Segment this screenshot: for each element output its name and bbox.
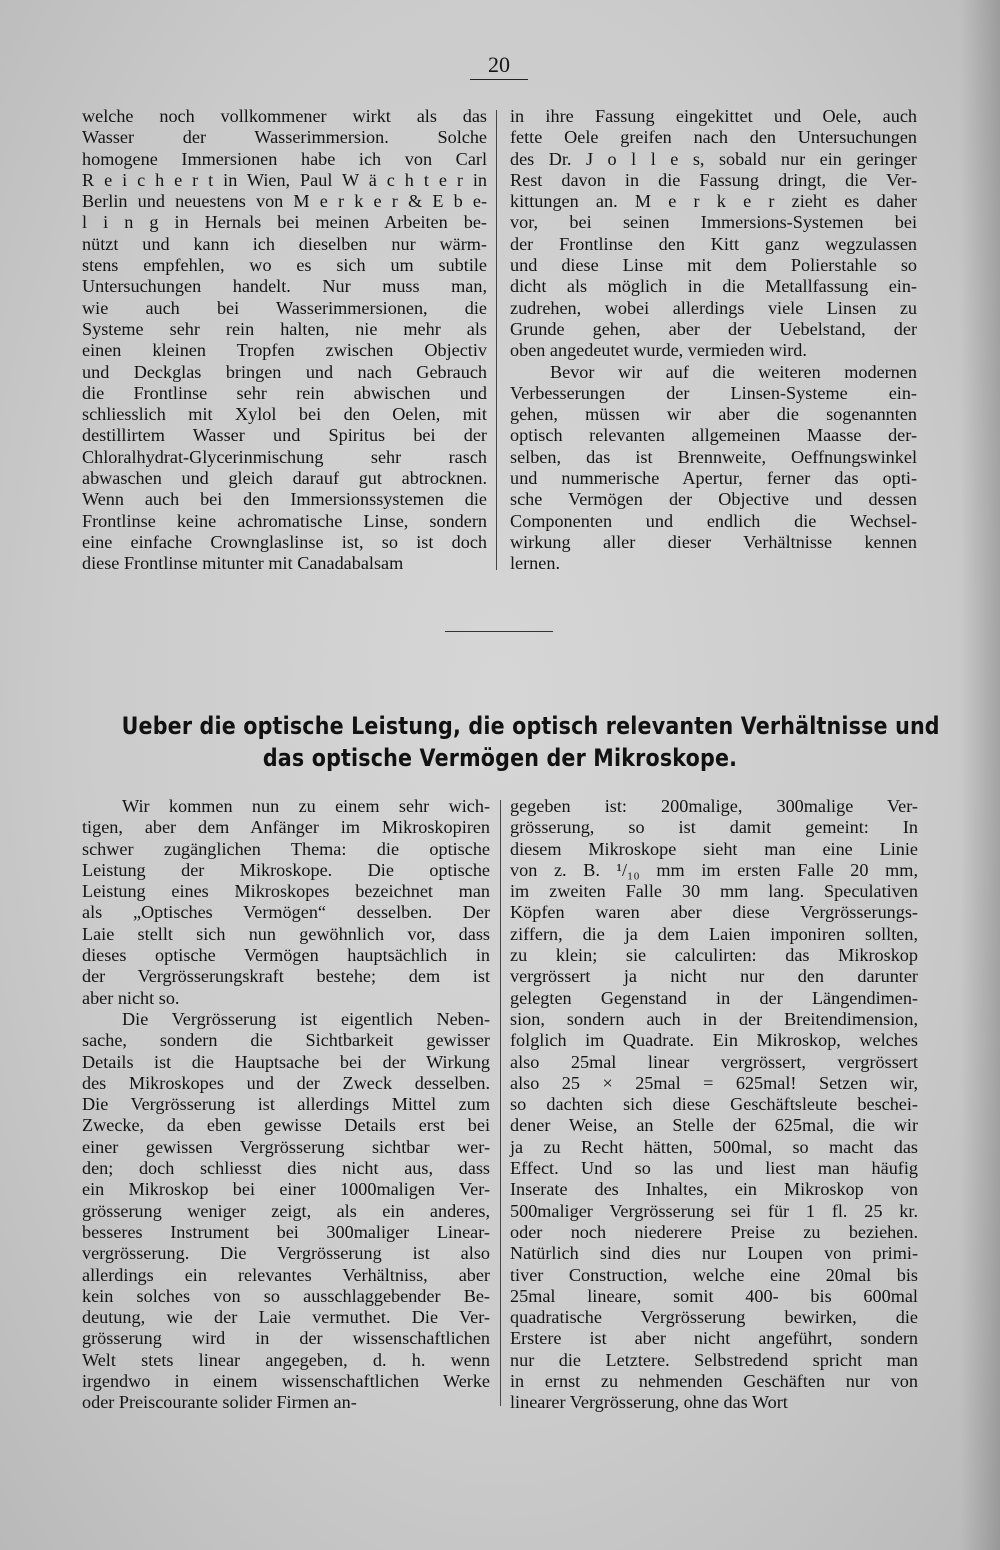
text-line: R e i c h e r t in Wien, Paul W ä c h t e r in [82,169,487,190]
text-line: Chloralhydrat-Glycerinmischung sehr rasch [82,446,487,467]
text-line: ja zu Recht hätten, 500mal, so macht das [510,1136,918,1157]
text-line: Inserate des Inhaltes, ein Mikroskop von [510,1179,918,1200]
text-line: allerdings ein relevantes Verhältniss, aber [82,1264,490,1285]
text-line: Bevor wir auf die weiteren modernen [550,361,917,382]
text-line: wie auch bei Wasserimmersionen, die [82,297,487,318]
text-line: sion, sondern auch in der Breitendimension, [510,1008,918,1029]
text-line: Wir kommen nun zu einem sehr wich- [122,796,490,816]
text-line: zu klein; sie calculirten: das Mikroskop [510,945,918,966]
text-line: kein solches von so ausschlaggebender Be- [82,1285,490,1306]
text-line: und Deckglas bringen und nach Gebrauch [82,361,487,382]
column-divider-top [496,110,497,570]
text-line: wirkung aller dieser Verhältnisse kennen [510,531,917,552]
text-line: Verbesserungen der Linsen-Systeme ein- [510,382,917,403]
text-line: eine einfache Crownglaslinse ist, so ist doch [82,531,487,552]
text-line: Laie stellt sich nun gewöhnlich vor, dass [82,923,490,944]
bottom-left-column [82,796,490,1414]
text-line: vergrössert ja nicht nur den darunter [510,966,918,987]
top-left-column [82,106,487,575]
text-line: folglich im Quadrate. Ein Mikroskop, welches [510,1030,918,1051]
text-line: homogene Immersionen habe ich von Carl [82,148,487,169]
text-line: tiver Construction, welche eine 20mal bis [510,1264,918,1285]
text-line: oben angedeutet wurde, vermieden wird. [510,340,807,361]
text-line: lernen. [510,553,560,574]
text-line: vor, bei seinen Immersions-Systemen bei [510,212,917,233]
text-line: l i n g in Hernals bei meinen Arbeiten be- [82,212,487,233]
text-line: irgendwo in einem wissenschaftlichen Werke [82,1371,490,1392]
text-line: den; doch schliesst dies nicht aus, dass [82,1158,490,1179]
text-line: vergrösserung. Die Vergrösserung ist also [82,1243,490,1264]
text-line: also 25 × 25mal = 625mal! Setzen wir, [510,1072,918,1093]
text-line: so dachten sich diese Geschäftsleute beschei- [510,1094,918,1115]
text-line: oder Preiscourante solider Firmen an- [82,1392,357,1413]
text-line: stens empfehlen, wo es sich um subtile [82,255,487,276]
text-line: tigen, aber dem Anfänger im Mikroskopiren [82,817,490,838]
text-line: im zweiten Falle 30 mm lang. Speculativen [510,881,918,902]
page-edge-shadow [960,0,1000,1550]
text-line: zudrehen, wobei allerdings viele Linsen zu [510,297,917,318]
text-line: Natürlich sind dies nur Loupen von primi- [510,1243,918,1264]
top-right-column [510,106,917,575]
text-line: Wasser der Wasserimmersion. Solche [82,127,487,148]
text-line: Details ist die Hauptsache bei der Wirkung [82,1051,490,1072]
text-line: einer gewissen Vergrösserung sichtbar wer- [82,1136,490,1157]
text-line: abwaschen und gleich darauf gut abtrocknen. [82,468,487,489]
text-line: dener Weise, an Stelle der 625mal, die wir [510,1115,918,1136]
text-line: des Dr. J o l l e s, sobald nur ein geringer [510,148,917,169]
text-line: Leistung eines Mikroskopes bezeichnet man [82,881,490,902]
text-line: grösserung wird in der wissenschaftlichen [82,1328,490,1349]
text-line: Köpfen waren aber diese Vergrösserungs- [510,902,918,923]
text-line: aber nicht so. [82,987,180,1008]
section-heading [121,710,940,774]
text-line: gelegten Gegenstand in der Längendimen- [510,987,918,1008]
text-line: optisch relevanten allgemeinen Maasse der- [510,425,917,446]
text-line: Untersuchungen handelt. Nur muss man, [82,276,487,297]
page-number: 20 [470,52,528,80]
text-line: dieses optische Vermögen hauptsächlich in [82,945,490,966]
text-line: nützt und kann ich dieselben nur wärm- [82,233,487,254]
text-line: Systeme sehr rein halten, nie mehr als [82,318,487,339]
bottom-right-column [510,796,918,1414]
text-line: Leistung der Mikroskope. Die optische [82,859,490,880]
text-line: destillirtem Wasser und Spiritus bei der [82,425,487,446]
text-line: deutung, wie der Laie vermuthet. Die Ver- [82,1307,490,1328]
text-line: also 25mal linear vergrössert, vergrössert [510,1051,918,1072]
text-line: als „Optisches Vermögen“ desselben. Der [82,902,490,923]
text-line: der Frontlinse den Kitt ganz wegzulassen [510,233,917,254]
text-line: und nummerische Apertur, ferner das opti- [510,468,917,489]
text-line: des Mikroskopes und der Zweck desselben. [82,1072,490,1093]
text-line: diesem Mikroskope sieht man eine Linie [510,838,918,859]
text-line: der Vergrösserungskraft bestehe; dem ist [82,966,490,987]
text-line: nur die Letztere. Selbstredend spricht man [510,1349,918,1370]
text-line: Die Vergrösserung ist eigentlich Neben- [122,1008,490,1029]
text-line: sache, sondern die Sichtbarkeit gewisser [82,1030,490,1051]
text-line: Componenten und endlich die Wechsel- [510,510,917,531]
text-line: Erstere ist aber nicht angeführt, sondern [510,1328,918,1349]
text-line: ein Mikroskop bei einer 1000maligen Ver- [82,1179,490,1200]
text-line: in ernst zu nehmenden Geschäften nur von [510,1371,918,1392]
column-divider-bottom [500,800,501,1406]
text-line: schwer zugänglichen Thema: die optische [82,838,490,859]
text-line: besseres Instrument bei 300maliger Linear- [82,1221,490,1242]
text-line: quadratische Vergrösserung bewirken, die [510,1307,918,1328]
text-line: Frontlinse keine achromatische Linse, sondern [82,510,487,531]
heading-line-1: Ueber die optische Leistung, die optisch relevanten Verhältnisse und [121,712,940,740]
text-line: oder noch niederere Preise zu beziehen. [510,1221,918,1242]
text-line: ziffern, die ja dem Laien imponiren sollten, [510,923,918,944]
text-line: grösserung, so ist damit gemeint: In [510,817,918,838]
text-line: grösserung weniger zeigt, als ein anderes, [82,1200,490,1221]
text-line: gehen, müssen wir aber die sogenannten [510,404,917,425]
text-line: Zwecke, da eben gewisse Details erst bei [82,1115,490,1136]
text-line: Welt stets linear angegeben, d. h. wenn [82,1349,490,1370]
text-line: Effect. Und so las und liest man häufig [510,1158,918,1179]
text-line: Berlin und neuestens von M e r k e r & E b e- [82,191,487,212]
section-separator-rule [445,631,553,632]
text-line: kittungen an. M e r k e r zieht es daher [510,191,917,212]
text-line: von z. B. ¹/₁₀ mm im ersten Falle 20 mm, [510,859,918,880]
text-line: fette Oele greifen nach den Untersuchungen [510,127,917,148]
heading-line-2: das optische Vermögen der Mikroskope. [262,744,738,772]
text-line: Wenn auch bei den Immersionssystemen die [82,489,487,510]
text-line: Grunde gehen, aber der Uebelstand, der [510,318,917,339]
text-line: sche Vermögen der Objective und dessen [510,489,917,510]
text-line: einen kleinen Tropfen zwischen Objectiv [82,340,487,361]
text-line: diese Frontlinse mitunter mit Canadabalsam [82,553,404,574]
text-line: und diese Linse mit dem Polierstahle so [510,255,917,276]
text-line: Rest davon in die Fassung dringt, die Ver- [510,169,917,190]
text-line: gegeben ist: 200malige, 300malige Ver- [510,796,918,816]
text-line: schliesslich mit Xylol bei den Oelen, mit [82,404,487,425]
text-line: welche noch vollkommener wirkt als das [82,106,487,126]
text-line: dicht als möglich in die Metallfassung ein- [510,276,917,297]
text-line: 25mal lineare, somit 400- bis 600mal [510,1285,918,1306]
text-line: die Frontlinse sehr rein abwischen und [82,382,487,403]
text-line: in ihre Fassung eingekittet und Oele, auch [510,106,917,126]
text-line: 500maliger Vergrösserung sei für 1 fl. 25 kr. [510,1200,918,1221]
text-line: Die Vergrösserung ist allerdings Mittel zum [82,1094,490,1115]
text-line: selben, das ist Brennweite, Oeffnungswinkel [510,446,917,467]
text-line: linearer Vergrösserung, ohne das Wort [510,1392,788,1413]
